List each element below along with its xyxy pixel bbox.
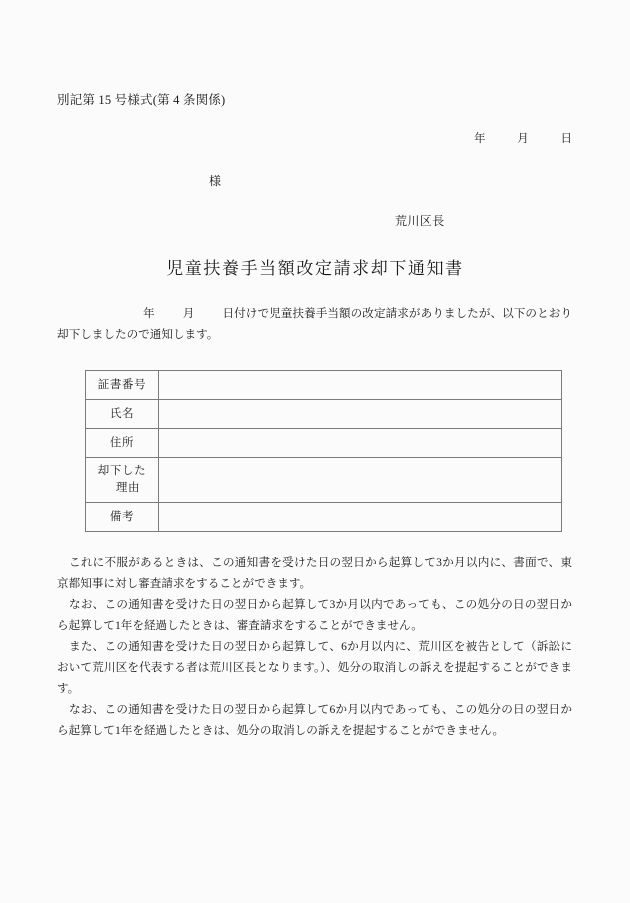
legal-note-appeal-limit: なお、この通知書を受けた日の翌日から起算して3か月以内であっても、この処分の日の翌日から起算して1年を経過したときは、審査請求をすることができません。 bbox=[57, 598, 572, 632]
row-value-address[interactable] bbox=[159, 429, 562, 458]
intro-paragraph bbox=[57, 303, 572, 345]
row-label-dismissal-reason bbox=[86, 458, 159, 503]
row-label-remarks: 備考 bbox=[86, 503, 159, 532]
legal-notes-section bbox=[57, 552, 572, 741]
intro-year-label: 年 bbox=[143, 307, 155, 320]
intro-body-text: 日付けで児童扶養手当額の改定請求がありましたが、以下のとおり却下しましたので通知します。 bbox=[57, 307, 572, 341]
row-label-address: 住所 bbox=[86, 429, 159, 458]
row-value-name[interactable] bbox=[159, 400, 562, 429]
addressee-honorific: 様 bbox=[209, 174, 222, 188]
row-value-dismissal-reason[interactable] bbox=[159, 458, 562, 503]
date-month-label: 月 bbox=[517, 133, 529, 145]
page-title: 児童扶養手当額改定請求却下通知書 bbox=[166, 259, 464, 278]
row-value-remarks[interactable] bbox=[159, 503, 562, 532]
issue-date-line bbox=[0, 130, 572, 146]
date-day-label: 日 bbox=[560, 133, 572, 145]
row-label-dismissal-reason-line2: 理由 bbox=[115, 482, 141, 494]
applicant-details-table bbox=[85, 370, 562, 532]
row-label-dismissal-reason-line1: 却下した bbox=[97, 465, 147, 477]
row-value-certificate-number[interactable] bbox=[159, 371, 562, 400]
legal-note-lawsuit-period: また、この通知書を受けた日の翌日から起算して、6か月以内に、荒川区を被告として（訴訟において荒川区を代表する者は荒川区長となります。）、処分の取消しの訴えを提起することができます。 bbox=[57, 640, 572, 695]
table-row bbox=[86, 371, 562, 400]
table-row bbox=[86, 400, 562, 429]
form-number-label: 別記第 15 号様式(第 4 条関係) bbox=[57, 93, 226, 107]
legal-note-appeal-period: これに不服があるときは、この通知書を受けた日の翌日から起算して3か月以内に、書面で、東京都知事に対し審査請求をすることができます。 bbox=[57, 556, 572, 590]
row-label-certificate-number: 証書番号 bbox=[86, 371, 159, 400]
table-row bbox=[86, 429, 562, 458]
intro-month-label: 月 bbox=[182, 307, 195, 320]
issuer-name: 荒川区長 bbox=[395, 214, 445, 228]
date-year-label: 年 bbox=[474, 133, 486, 145]
table-row bbox=[86, 503, 562, 532]
table-row bbox=[86, 458, 562, 503]
row-label-name: 氏名 bbox=[86, 400, 159, 429]
legal-note-lawsuit-limit: なお、この通知書を受けた日の翌日から起算して6か月以内であっても、この処分の日の翌日から起算して1年を経過したときは、処分の取消しの訴えを提起することができません。 bbox=[57, 703, 572, 737]
